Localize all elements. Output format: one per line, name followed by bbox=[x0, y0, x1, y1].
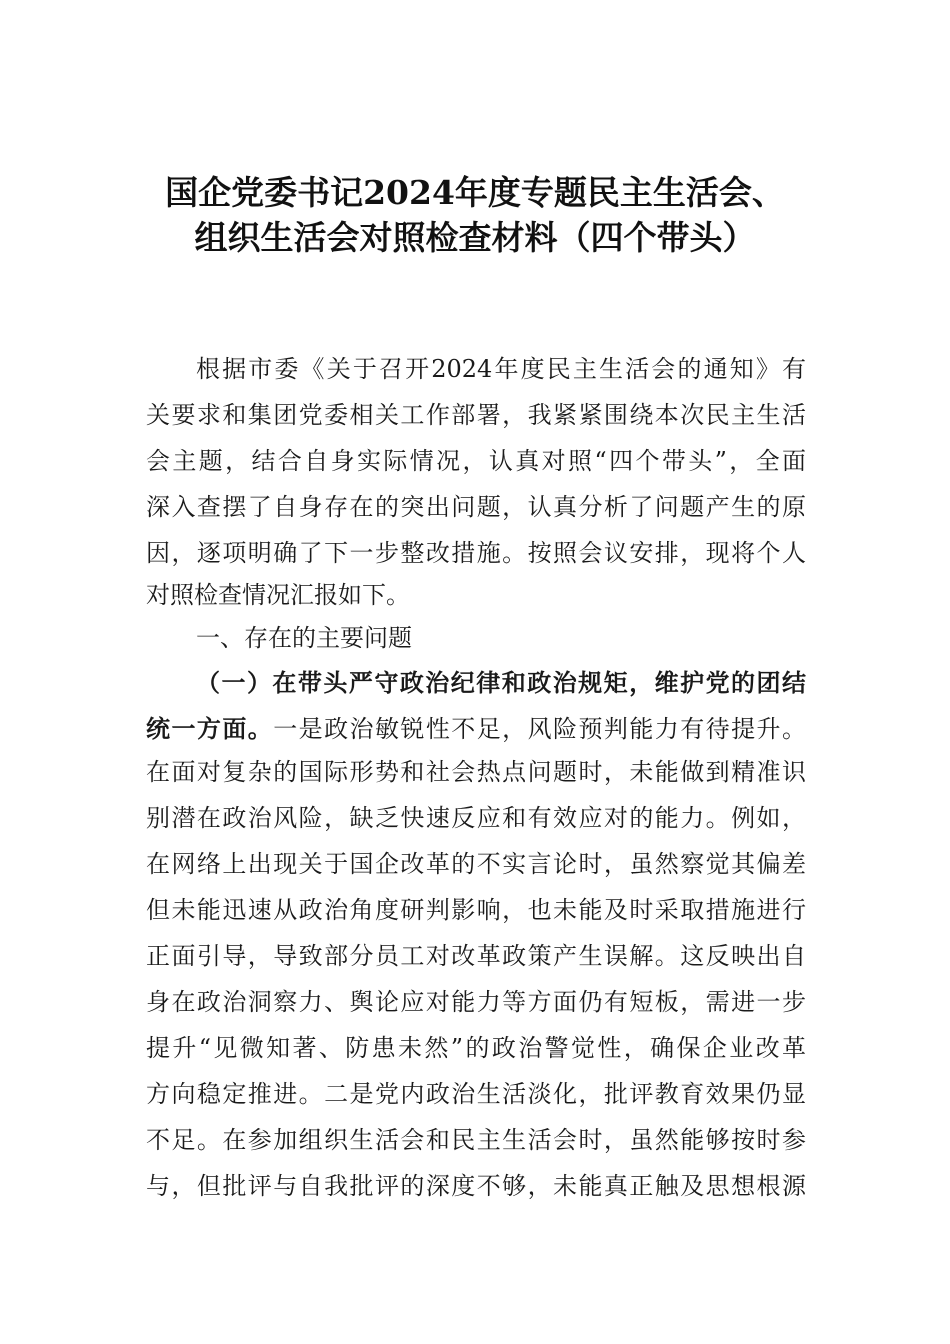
document-title-line-1: 国企党委书记2024年度专题民主生活会、 bbox=[165, 173, 785, 212]
subsection-line-2-text: 一是政治敏锐性不足，风险预判能力有待提升。 bbox=[273, 715, 807, 743]
body-line: 在网络上出现关于国企改革的不实言论时，虽然察觉其偏差 bbox=[146, 850, 806, 878]
body-line: 但未能迅速从政治角度研判影响，也未能及时采取措施进行 bbox=[146, 896, 806, 924]
intro-line: 对照检查情况汇报如下。 bbox=[146, 581, 410, 609]
intro-line: 会主题，结合自身实际情况，认真对照“四个带头”，全面 bbox=[146, 447, 806, 475]
body-line: 在面对复杂的国际形势和社会热点问题时，未能做到精准识 bbox=[146, 758, 806, 786]
body-line: 与，但批评与自我批评的深度不够，未能真正触及思想根源 bbox=[146, 1172, 806, 1200]
subsection-heading-line-1: （一）在带头严守政治纪律和政治规矩，维护党的团结 bbox=[196, 668, 806, 697]
intro-line: 因，逐项明确了下一步整改措施。按照会议安排，现将个人 bbox=[146, 539, 806, 567]
intro-line: 深入查摆了自身存在的突出问题，认真分析了问题产生的原 bbox=[146, 493, 806, 521]
section-heading: 一、存在的主要问题 bbox=[196, 624, 412, 652]
body-line: 身在政治洞察力、舆论应对能力等方面仍有短板，需进一步 bbox=[146, 988, 806, 1016]
document-title-line-2: 组织生活会对照检查材料（四个带头） bbox=[194, 218, 756, 257]
body-line: 不足。在参加组织生活会和民主生活会时，虽然能够按时参 bbox=[146, 1126, 806, 1154]
body-line: 别潜在政治风险，缺乏快速反应和有效应对的能力。例如， bbox=[146, 804, 806, 832]
body-line: 正面引导，导致部分员工对改革政策产生误解。这反映出自 bbox=[146, 942, 806, 970]
subsection-line-2 bbox=[146, 714, 806, 744]
subsection-heading-tail: 统一方面。 bbox=[146, 714, 274, 743]
body-line: 方向稳定推进。二是党内政治生活淡化，批评教育效果仍显 bbox=[146, 1080, 806, 1108]
intro-line: 根据市委《关于召开2024年度民主生活会的通知》有 bbox=[196, 355, 806, 383]
body-line: 提升“见微知著、防患未然”的政治警觉性，确保企业改革 bbox=[146, 1034, 806, 1062]
intro-line: 关要求和集团党委相关工作部署，我紧紧围绕本次民主生活 bbox=[146, 401, 806, 429]
